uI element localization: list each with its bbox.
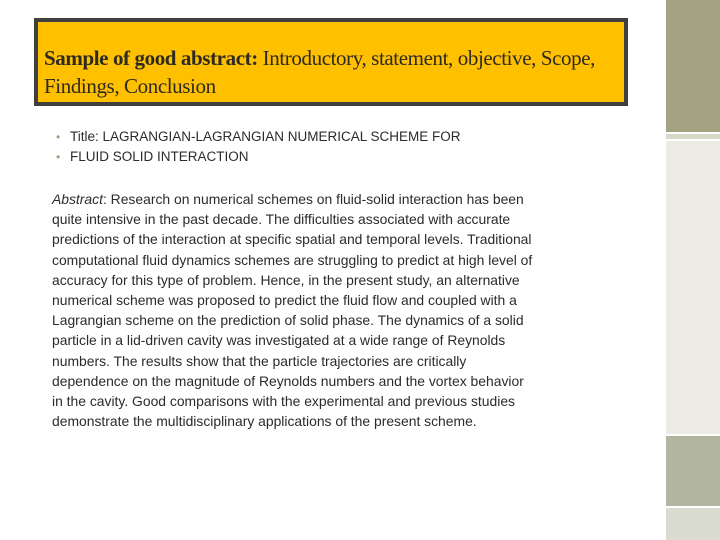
side-strip-block — [666, 436, 720, 506]
side-strip-block — [666, 0, 720, 132]
side-strip-block — [666, 134, 720, 139]
decorative-side-strip — [666, 0, 720, 540]
bullet-icon: • — [56, 150, 61, 164]
bullet-list — [56, 127, 461, 167]
slide-title-lead: Sample of good abstract: — [44, 46, 258, 70]
slide-title — [34, 18, 628, 106]
side-strip-block — [666, 508, 720, 540]
side-strip-block — [666, 141, 720, 434]
list-item — [56, 127, 461, 147]
list-item — [56, 147, 461, 167]
abstract-label: Abstract — [52, 191, 103, 207]
bullet-text: Title: LAGRANGIAN-LAGRANGIAN NUMERICAL SCHEME FOR — [70, 129, 461, 144]
abstract-paragraph — [52, 189, 538, 431]
bullet-text: FLUID SOLID INTERACTION — [70, 149, 249, 164]
bullet-icon: • — [56, 130, 61, 144]
slide-title-rest: Introductory, statement, objective, Scope, Findings, Conclusion — [44, 46, 595, 98]
abstract-text: : Research on numerical schemes on fluid-solid interaction has been quite intensive in the past decade. The difficulties associated with accurate predictions of the interaction at specific spatial and temporal levels. Traditional computational fluid dynamics schemes are struggling to predict at high level of accuracy for this type of problem. Hence, in the present study, an alternative numerical scheme was proposed to predict the fluid flow and coupled with a Lagrangian scheme on the prediction of solid phase. The dynamics of a solid particle in a lid-driven cavity was investigated at a wide range of Reynolds numbers. The results show that the particle trajectories are critically dependence on the magnitude of Reynolds numbers and the vortex behavior in the cavity. Good comparisons with the experimental and previous studies demonstrate the multidisciplinary applications of the present scheme. — [52, 191, 533, 430]
